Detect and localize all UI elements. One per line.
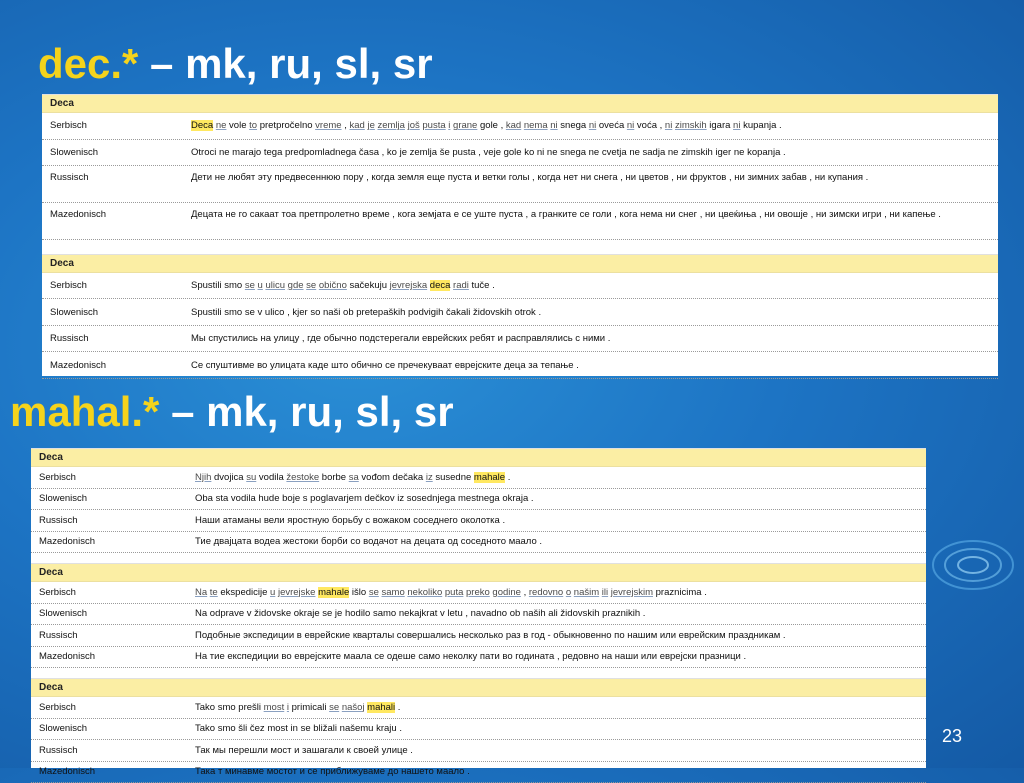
word-link[interactable]: ni — [550, 120, 557, 131]
word: vođom dečaka — [359, 472, 426, 483]
word: Oba sta vodila hude boje s poglavarjem dečkov iz sosednjega mestnega okraja . — [195, 493, 534, 504]
word-link[interactable]: grane — [453, 120, 477, 131]
block-header: Deca — [31, 449, 926, 467]
word-link[interactable]: jevrejskim — [611, 587, 653, 598]
language-row — [42, 273, 998, 300]
language-row — [31, 647, 926, 669]
language-row — [31, 582, 926, 604]
block-header: Deca — [31, 679, 926, 697]
sentence-text — [195, 493, 926, 504]
word-link[interactable]: ni — [589, 120, 596, 131]
word-link[interactable]: našoj — [342, 702, 365, 713]
word: Na odprave v židovske okraje se je hodilo samo nekajkrat v letu , navadno ob naših ali židovskih praznikih . — [195, 608, 645, 619]
word-link[interactable]: u — [270, 587, 275, 598]
language-row — [42, 140, 998, 167]
word: voća , — [634, 120, 665, 131]
word-link[interactable]: jevrejska — [390, 280, 428, 291]
word: Наши атаманы вели яростную борьбу с вожаком соседнего околотка . — [195, 515, 505, 526]
word: vodila — [256, 472, 286, 483]
language-row — [31, 719, 926, 741]
word-link[interactable]: nekoliko — [407, 587, 442, 598]
word: , — [521, 587, 529, 598]
highlighted-match: mahali — [367, 702, 395, 713]
word-link[interactable]: je — [367, 120, 374, 131]
word-link[interactable]: zimskih — [675, 120, 707, 131]
word-link[interactable]: se — [369, 587, 379, 598]
word-link[interactable]: ni — [627, 120, 634, 131]
word: Подобные экспедиции в еврейские кварталы совершались несколько раз в год - обыкновенно по нашим или еврейским праздникам . — [195, 630, 786, 641]
word-link[interactable]: se — [245, 280, 255, 291]
word: borbe — [319, 472, 349, 483]
word-link[interactable]: žestoke — [286, 472, 319, 483]
language-label: Serbisch — [31, 587, 195, 598]
word-link[interactable]: to — [249, 120, 257, 131]
word-link[interactable]: u — [258, 280, 263, 291]
language-label: Russisch — [31, 515, 195, 526]
word-link[interactable]: ni — [733, 120, 740, 131]
sentence-text — [195, 745, 926, 756]
sentence-text — [195, 702, 926, 713]
word: sačekuju — [347, 280, 390, 291]
highlighted-match: mahale — [474, 472, 505, 483]
language-label: Serbisch — [42, 280, 191, 291]
word-link[interactable]: radi — [453, 280, 469, 291]
word: . — [395, 702, 400, 713]
section-title-mahal — [10, 388, 454, 436]
language-label: Slowenisch — [31, 608, 195, 619]
sentence-text — [195, 515, 926, 526]
block-spacer — [31, 553, 926, 563]
language-label: Russisch — [31, 745, 195, 756]
word: Tako smo prešli — [195, 702, 264, 713]
sentence-text — [191, 333, 998, 344]
language-label: Serbisch — [31, 702, 195, 713]
word-link[interactable]: Na — [195, 587, 207, 598]
word-link[interactable]: pusta — [422, 120, 445, 131]
word: Се спуштивме во улицата каде што обично се пречекуваат еврејските деца за тепање . — [191, 360, 579, 371]
word-link[interactable]: te — [210, 587, 218, 598]
word: Дети не любят эту предвесеннюю пору , когда земля еще пуста и ветки голы , когда нет ни снега , ни цветов , ни фруктов , ни зимних забав , ни купания . — [191, 172, 868, 183]
sentence-text — [195, 630, 926, 641]
highlighted-match: mahale — [318, 587, 349, 598]
language-row — [31, 625, 926, 647]
word: Так мы перешли мост и зашагали к своей улице . — [195, 745, 413, 756]
highlighted-match: deca — [430, 280, 451, 291]
word: Децата не го сакаат тоа претпролетно време , кога земјата е се уште пуста , а гранките се голи , кога нема ни снег , ни цвеќиња , ни овошје , ни зимски игри , ни капење . — [191, 209, 941, 220]
language-label: Mazedonisch — [31, 651, 195, 662]
word-link[interactable]: našim — [574, 587, 599, 598]
language-label: Slowenisch — [42, 147, 191, 158]
language-row — [42, 326, 998, 353]
word: . — [505, 472, 510, 483]
sentence-text — [195, 608, 926, 619]
result-block — [42, 254, 998, 379]
word-link[interactable]: ni — [665, 120, 672, 131]
word-link[interactable]: zemlja — [378, 120, 405, 131]
block-spacer — [31, 668, 926, 678]
title-keyword: mahal.* — [10, 388, 159, 435]
sentence-text — [195, 536, 926, 547]
word-link[interactable]: još — [408, 120, 420, 131]
result-block — [31, 448, 926, 553]
language-label: Slowenisch — [31, 493, 195, 504]
language-row — [31, 489, 926, 511]
word-link[interactable]: gde — [288, 280, 304, 291]
word: , — [342, 120, 350, 131]
word-link[interactable]: ulicu — [265, 280, 285, 291]
language-row — [31, 604, 926, 626]
block-header: Deca — [31, 564, 926, 582]
water-ripple-decoration — [928, 520, 1018, 610]
language-label: Russisch — [42, 171, 191, 185]
block-spacer — [42, 240, 998, 254]
result-block — [31, 563, 926, 668]
word: primicali — [289, 702, 329, 713]
word-link[interactable]: i — [448, 120, 450, 131]
language-row — [42, 113, 998, 140]
sentence-text — [195, 587, 926, 598]
block-header: Deca — [42, 95, 998, 113]
word: gole , — [477, 120, 506, 131]
language-row — [31, 510, 926, 532]
language-label: Russisch — [31, 630, 195, 641]
result-block — [42, 94, 998, 240]
word: vole — [226, 120, 249, 131]
sentence-text — [191, 280, 998, 291]
language-label: Slowenisch — [42, 307, 191, 318]
language-row — [42, 352, 998, 379]
word: pretpročelno — [257, 120, 315, 131]
language-label: Mazedonisch — [42, 208, 191, 222]
sentence-text — [195, 723, 926, 734]
language-label: Mazedonisch — [31, 766, 195, 777]
sentence-text — [195, 766, 926, 777]
language-label: Serbisch — [42, 120, 191, 131]
sentence-text — [195, 472, 926, 483]
sentence-text — [191, 360, 998, 371]
section-title-dec — [38, 40, 433, 88]
language-label: Slowenisch — [31, 723, 195, 734]
language-label: Russisch — [42, 333, 191, 344]
word-link[interactable]: most — [264, 702, 285, 713]
word-link[interactable]: o — [566, 587, 571, 598]
language-label: Mazedonisch — [31, 536, 195, 547]
word-link[interactable]: su — [246, 472, 256, 483]
highlighted-match: Deca — [191, 120, 213, 131]
word: išlo — [349, 587, 369, 598]
language-row — [31, 467, 926, 489]
word: Tako smo šli čez most in se bližali našemu kraju . — [195, 723, 402, 734]
sentence-text — [191, 208, 998, 222]
word: Така т минавме мостот и се приближуваме до нашето маало . — [195, 766, 470, 777]
language-row — [42, 299, 998, 326]
word-link[interactable]: se — [306, 280, 316, 291]
language-row — [31, 532, 926, 554]
word: Мы спустились на улицу , где обычно подстерегали еврейских ребят и расправлялись с ними . — [191, 333, 610, 344]
word: oveća — [596, 120, 627, 131]
word-link[interactable]: i — [287, 702, 289, 713]
word: Тие двајцата водеа жестоки борби со водачот на децата од соседното маало . — [195, 536, 542, 547]
word: susedne — [433, 472, 474, 483]
title-languages: – mk, ru, sl, sr — [138, 40, 432, 87]
concordance-panel-dec — [42, 94, 998, 376]
word-link[interactable]: obično — [319, 280, 347, 291]
title-languages: – mk, ru, sl, sr — [159, 388, 453, 435]
word-link[interactable]: ne — [216, 120, 227, 131]
language-label: Serbisch — [31, 472, 195, 483]
word: snega — [558, 120, 589, 131]
sentence-text — [191, 147, 998, 158]
word: На тие експедиции во еврејските маала се одеше само неколку пати во годината , редовно на наши или еврејски празници . — [195, 651, 746, 662]
word-link[interactable]: ili — [602, 587, 608, 598]
word-link[interactable]: Njih — [195, 472, 211, 483]
word-link[interactable]: puta — [445, 587, 464, 598]
title-keyword: dec.* — [38, 40, 138, 87]
word-link[interactable]: redovno — [529, 587, 563, 598]
sentence-text — [191, 307, 998, 318]
word-link[interactable]: godine — [492, 587, 521, 598]
sentence-text — [191, 171, 998, 185]
word: praznicima . — [653, 587, 707, 598]
sentence-text — [195, 651, 926, 662]
word: kupanja . — [740, 120, 781, 131]
block-header: Deca — [42, 255, 998, 273]
word-link[interactable]: vreme — [315, 120, 341, 131]
page-number: 23 — [942, 726, 962, 747]
result-block — [31, 678, 926, 783]
word: Spustili smo — [191, 280, 245, 291]
word-link[interactable]: preko — [466, 587, 490, 598]
word-link[interactable]: jevrejske — [278, 587, 316, 598]
language-row — [31, 697, 926, 719]
word: Spustili smo se v ulico , kjer so naši ob pretepaških podvigih čakali židovskih otrok . — [191, 307, 541, 318]
language-label: Mazedonisch — [42, 360, 191, 371]
word-link[interactable]: sa — [349, 472, 359, 483]
word-link[interactable]: samo — [382, 587, 405, 598]
word-link[interactable]: nema — [524, 120, 548, 131]
concordance-panel-mahal — [31, 448, 926, 768]
word-link[interactable]: kad — [506, 120, 521, 131]
word: ekspedicije — [218, 587, 270, 598]
word: tuče . — [469, 280, 495, 291]
language-row — [42, 166, 998, 203]
word-link[interactable]: iz — [426, 472, 433, 483]
word: igara — [707, 120, 733, 131]
word-link[interactable]: se — [329, 702, 339, 713]
word: dvojica — [211, 472, 246, 483]
word: Otroci ne marajo tega predpomladnega časa , ko je zemlja še pusta , veje gole ko ni ne snega ne cvetja ne sadja ne zimskih iger ne kopanja . — [191, 147, 786, 158]
language-row — [31, 762, 926, 783]
sentence-text — [191, 120, 998, 131]
word-link[interactable]: kad — [349, 120, 364, 131]
language-row — [31, 740, 926, 762]
language-row — [42, 203, 998, 240]
